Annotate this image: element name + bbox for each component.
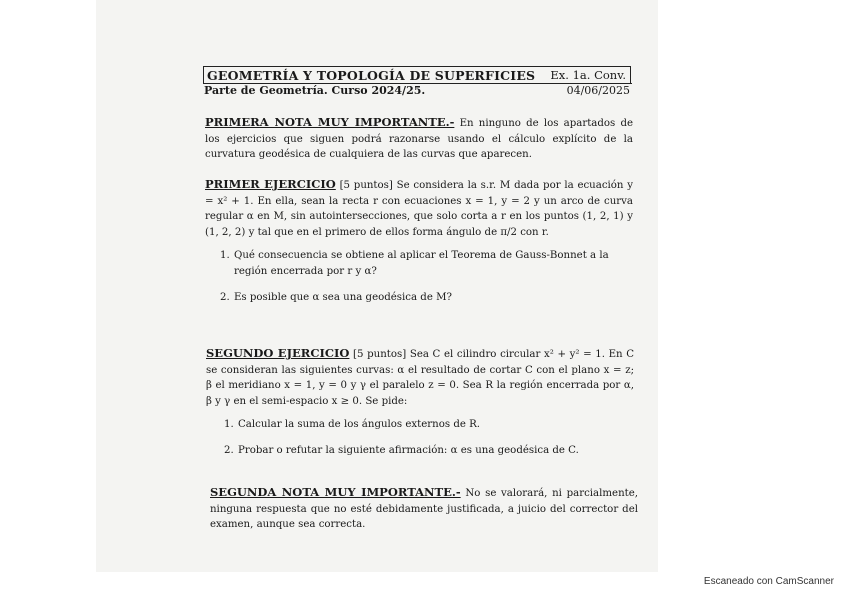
first-note-text: En ninguno de los apartados de los ejercicios que siguen podrá razonarse usando el cálculo explícito de la curvatura geodésica de cualquiera de las curvas que aparecen. [205, 118, 633, 160]
second-exercise-item: 1. Calcular la suma de los ángulos externos de R. [224, 419, 481, 430]
exam-date: 04/06/2025 [566, 84, 630, 97]
first-exercise-item: 2. Es posible que α sea una geodésica de M? [220, 292, 452, 303]
first-exercise-item: 1. Qué consecuencia se obtiene al aplicar el Teorema de Gauss-Bonnet a la región encerrada por r y α? [220, 250, 609, 277]
exam-call: Ex. 1a. Conv. [550, 68, 626, 82]
exam-subheader [204, 84, 630, 98]
first-exercise [205, 177, 633, 240]
second-note-text: No se valorará, ni parcialmente, ninguna respuesta que no esté debidamente justificada, a juicio del corrector del examen, aunque sea correcta. [210, 488, 638, 530]
first-note-heading: PRIMERA NOTA MUY IMPORTANTE.- [205, 115, 455, 129]
second-note-heading: SEGUNDA NOTA MUY IMPORTANTE.- [210, 485, 461, 499]
second-exercise-statement: [5 puntos] Sea C el cilindro circular x² + y² = 1. En C se consideran las siguientes curvas: α el resultado de cortar C con el plano x = z; β el meridiano x = 1, y = 0 y γ el paralelo z = 0. Sea R la región encerrada por α, β y γ en el semi-espacio x ≥ 0. Se pide: [206, 349, 634, 407]
second-exercise [206, 346, 634, 409]
first-exercise-statement: [5 puntos] Se considera la s.r. M dada por la ecuación y = x² + 1. En ella, sean la recta r con ecuaciones x = 1, y = 2 y un arco de curva regular α en M, sin autointersecciones, que solo corta a r en los puntos (1, 2, 1) y (1, 2, 2) y tal que en el primero de ellos forma ángulo de π/2 con r. [205, 180, 633, 238]
exam-part: Parte de Geometría. Curso 2024/25. [204, 84, 426, 97]
course-title: GEOMETRÍA Y TOPOLOGÍA DE SUPERFICIES [207, 68, 536, 83]
scanner-watermark: Escaneado con CamScanner [703, 576, 834, 587]
second-exercise-item: 2. Probar o refutar la siguiente afirmación: α es una geodésica de C. [224, 445, 579, 456]
second-note [210, 485, 638, 533]
exam-header [203, 66, 631, 84]
second-exercise-heading: SEGUNDO EJERCICIO [206, 346, 350, 360]
first-note [205, 115, 633, 163]
first-exercise-heading: PRIMER EJERCICIO [205, 177, 336, 191]
